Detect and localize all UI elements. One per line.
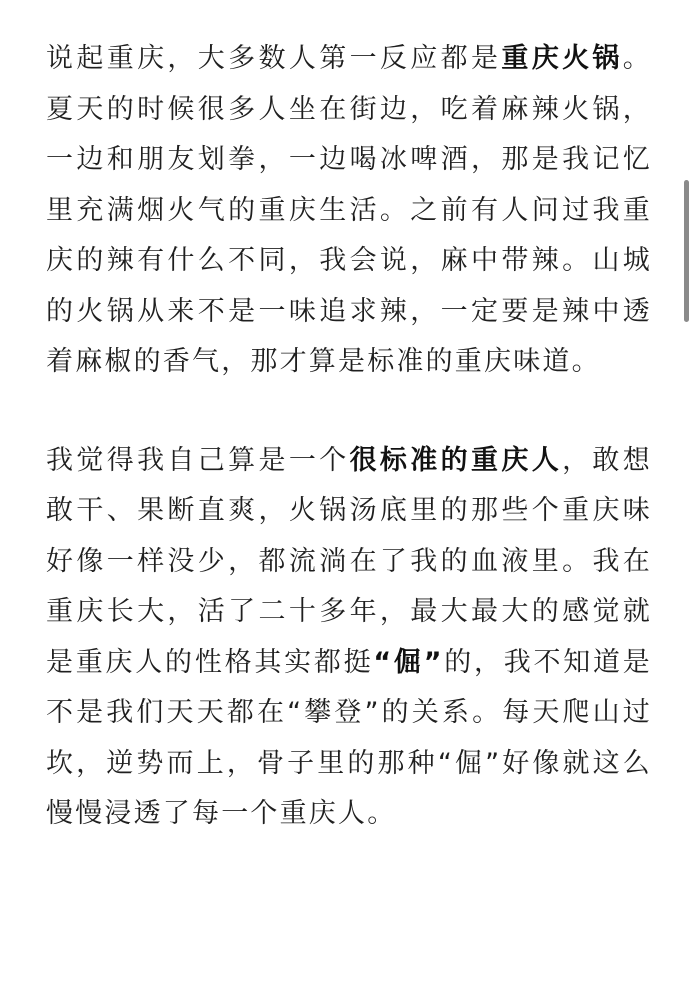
text-segment: ，敢想敢干、果断直爽，火锅汤底里的那些个重庆味好像一样没少，都流淌在了我的血液里。我在重庆长大，活了二十多年，最大最大的感觉就是重庆人的性格其实都挺: [46, 444, 652, 678]
vertical-scrollbar[interactable]: [681, 0, 693, 1000]
bold-phrase-standard-chongqing-person: 很标准的重庆人: [349, 444, 563, 476]
paragraph-hotpot: [46, 34, 652, 388]
paragraph-chongqing-people: [46, 436, 652, 840]
text-segment: 。夏天的时候很多人坐在街边，吃着麻辣火锅，一边和朋友划拳，一边喝冰啤酒，那是我记忆里充满烟火气的重庆生活。之前有人问过我重庆的辣有什么不同，我会说，麻中带辣。山城的火锅从来不是一味追求辣，一定要是辣中透着麻椒的香气，那才算是标准的重庆味道。: [46, 43, 652, 377]
scrollbar-thumb[interactable]: [684, 180, 689, 322]
text-segment: 我觉得我自己算是一个: [46, 444, 350, 476]
bold-phrase-chongqing-hotpot: 重庆火锅: [501, 43, 623, 74]
text-segment: 的，我不知道是不是我们天天都在“攀登”的关系。每天爬山过坎，逆势而上，骨子里的那种“倔”好像就这么慢慢浸透了每一个重庆人。: [46, 646, 653, 829]
text-segment: 说起重庆，大多数人第一反应都是: [46, 43, 502, 74]
bold-phrase-jue: “倔”: [373, 646, 444, 678]
article-body: [46, 34, 652, 840]
